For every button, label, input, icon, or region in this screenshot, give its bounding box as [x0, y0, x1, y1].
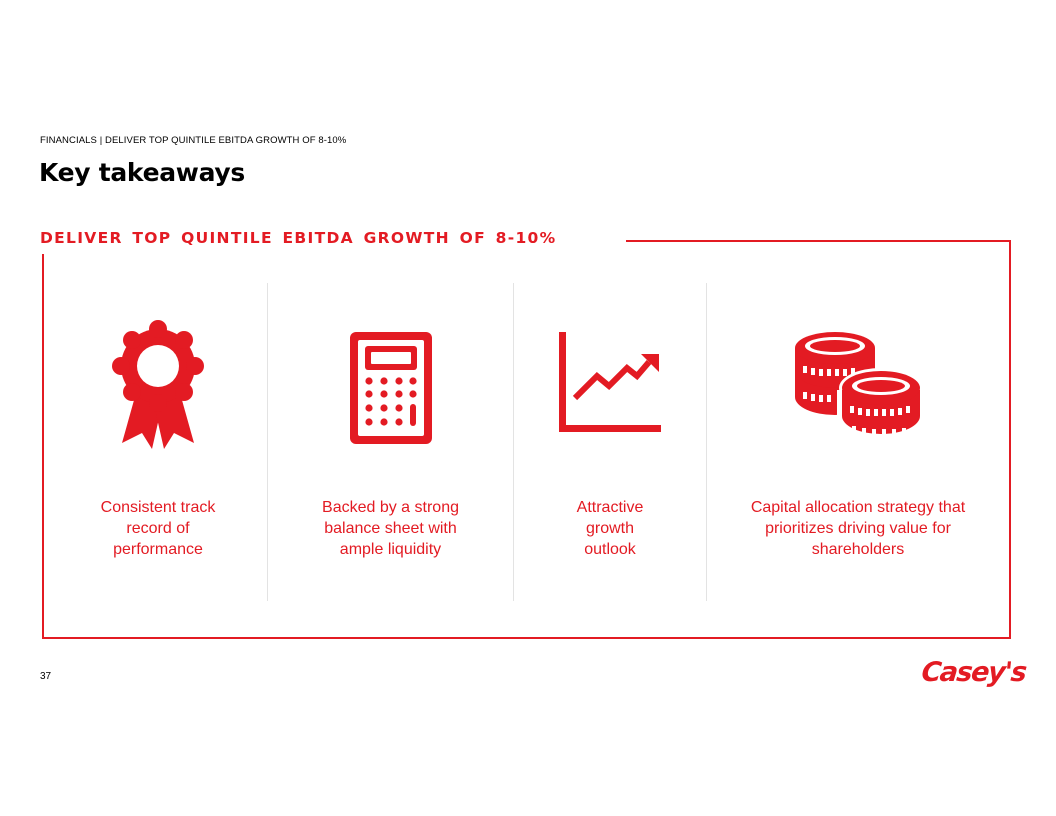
caseys-logo: [920, 650, 1028, 699]
growth-chart-icon: [557, 330, 663, 434]
takeaway-item: [270, 283, 511, 601]
calculator-icon: [348, 330, 434, 446]
page-number: 37: [40, 671, 52, 682]
panel-title: DELIVER TOP QUINTILE EBITDA GROWTH OF 8-10%: [40, 229, 557, 247]
column-divider: [706, 283, 707, 601]
takeaway-caption: Consistent track record of performance: [100, 499, 216, 558]
takeaway-item: [708, 283, 1008, 601]
column-divider: [513, 283, 514, 601]
coins-icon: [795, 330, 921, 438]
page-title: Key takeaways: [39, 158, 245, 187]
takeaway-item: [60, 283, 256, 601]
takeaway-item: [515, 283, 705, 601]
takeaway-caption: Backed by a strong balance sheet with ample liquidity: [322, 499, 459, 558]
column-divider: [267, 283, 268, 601]
breadcrumb: FINANCIALS | DELIVER TOP QUINTILE EBITDA GROWTH OF 8-10%: [40, 135, 347, 146]
takeaway-caption: Capital allocation strategy that prioritizes driving value for shareholders: [750, 499, 966, 558]
award-ribbon-icon: [108, 321, 208, 451]
svg-text:Casey's: Casey's: [920, 657, 1028, 688]
takeaway-caption: Attractive growth outlook: [576, 499, 644, 558]
